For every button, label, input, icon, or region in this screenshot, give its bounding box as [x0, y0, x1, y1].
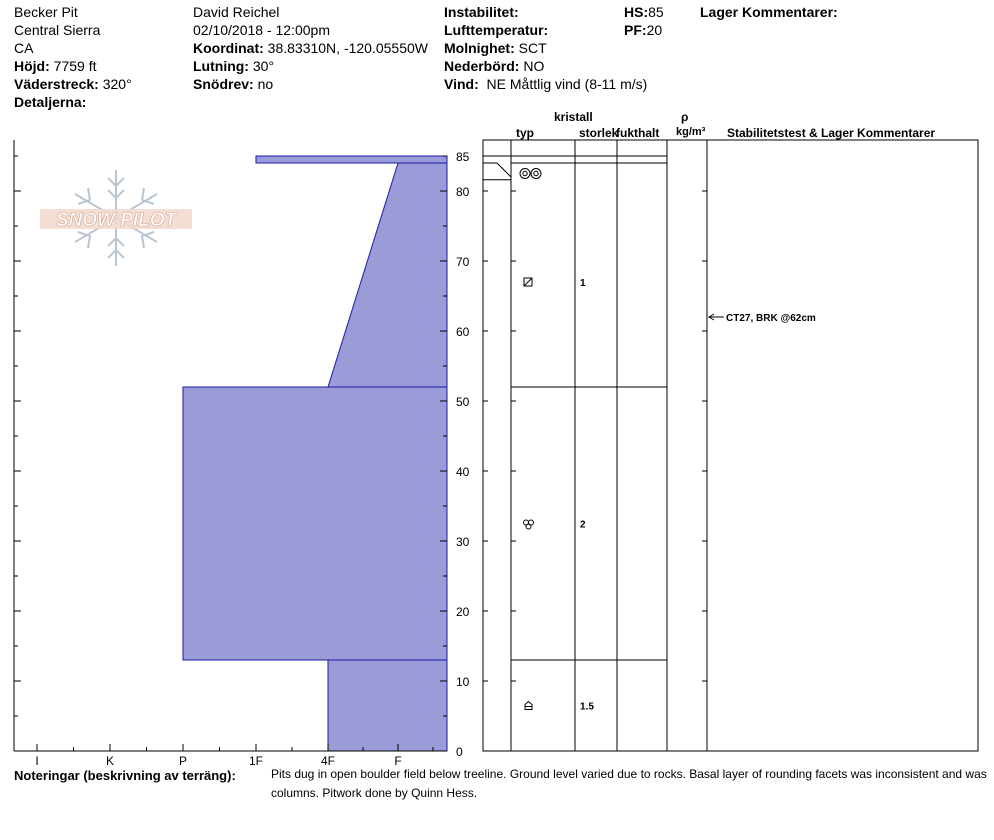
instability-label: Instabilitet: — [444, 4, 519, 20]
layer-size: 1 — [580, 278, 586, 289]
precip-value: NO — [523, 58, 545, 74]
aspect-label: Väderstreck: — [14, 76, 99, 92]
notes-line-2: columns. Pitwork done by Quinn Hess. — [271, 786, 478, 800]
details-label: Detaljerna: — [14, 94, 87, 110]
cloud-label: Molnighet: — [444, 40, 515, 56]
hs-value: 85 — [648, 4, 664, 20]
elevation-label: Höjd: — [14, 58, 50, 74]
drift-label: Snödrev: — [193, 76, 254, 92]
rounding-grain-icon — [524, 520, 534, 529]
table-headers — [516, 110, 935, 140]
hs-label: HS: — [624, 4, 649, 20]
two-circles-icon — [520, 169, 541, 179]
wind-label: Vind: — [444, 76, 479, 92]
slope-value: 30° — [252, 58, 275, 74]
height-tick-label: 70 — [456, 255, 470, 269]
aspect-value: 320° — [102, 76, 132, 92]
observer: David Reichel — [193, 4, 280, 20]
height-tick-label: 40 — [456, 465, 470, 479]
hardness-tick-label: K — [105, 754, 115, 768]
coord-value: 38.83310N, -120.05550W — [267, 40, 428, 56]
height-tick-label: 30 — [456, 535, 470, 549]
table-depth-ticks — [483, 191, 707, 751]
cloud-value: SCT — [518, 40, 547, 56]
hardness-tick-label: I — [35, 754, 39, 768]
header-moisture: fukthalt — [616, 126, 660, 140]
header-rho: ρ — [681, 110, 689, 124]
height-tick-label: 50 — [456, 395, 470, 409]
height-tick-label: 0 — [456, 745, 463, 759]
height-tick-label: 85 — [456, 150, 470, 164]
snowpilot-logo-text: SNOW PILOT — [55, 210, 177, 231]
hardness-tick-label: 1F — [248, 754, 264, 768]
header-density-unit: kg/m³ — [676, 126, 706, 138]
wind-value: NE Måttlig vind (8-11 m/s) — [486, 76, 648, 92]
layer-size: 2 — [580, 519, 586, 531]
elevation-value: 7759 ft — [53, 58, 97, 74]
stability-tests — [709, 313, 816, 324]
slope-label: Lutning: — [193, 58, 249, 74]
notes-label: Noteringar (beskrivning av terräng): — [14, 768, 236, 783]
layer-rows — [520, 169, 594, 713]
height-tick-label: 10 — [456, 675, 470, 689]
airtemp-label: Lufttemperatur: — [444, 22, 549, 38]
coord-label: Koordinat: — [193, 40, 264, 56]
hardness-layer-2 — [328, 163, 447, 387]
pf-label: PF: — [624, 22, 647, 38]
state: CA — [14, 40, 34, 56]
layer-comments-text: Lager Kommentarer: — [700, 4, 838, 20]
square-facet-icon — [524, 278, 532, 286]
datetime: 02/10/2018 - 12:00pm — [193, 22, 330, 38]
precip-label: Nederbörd: — [444, 58, 520, 74]
hardness-layer-3 — [256, 156, 447, 163]
header-type: typ — [516, 126, 534, 140]
layer-size: 1.5 — [580, 701, 594, 713]
hardness-layer-1 — [183, 387, 447, 660]
notes-line-1: Pits dug in open boulder field below treeline. Ground level varied due to rocks. Basal layer of rounding facets was inconsistent and was — [271, 767, 987, 781]
region: Central Sierra — [14, 22, 101, 38]
snowpilot-logo — [40, 170, 192, 266]
stability-test-label: CT27, BRK @62cm — [726, 313, 816, 324]
header-stability: Stabilitetstest & Lager Kommentarer — [727, 126, 936, 140]
depth-hoar-icon — [525, 702, 532, 710]
hardness-tick-label: F — [394, 754, 402, 768]
hardness-tick-label: P — [178, 754, 188, 768]
hardness-layer-0 — [328, 660, 447, 751]
layer-connector — [497, 163, 511, 177]
hardness-profile — [183, 156, 447, 751]
pf-value: 20 — [646, 22, 663, 38]
drift-value: no — [257, 76, 274, 92]
header-crystal: kristall — [554, 110, 593, 124]
hardness-tick-label: 4F — [320, 754, 336, 768]
height-tick-label: 20 — [456, 605, 470, 619]
header-size: storlek — [579, 126, 619, 140]
layer-table — [483, 140, 978, 751]
pit-name: Becker Pit — [14, 4, 78, 20]
height-tick-label: 60 — [456, 325, 470, 339]
height-tick-label: 80 — [456, 185, 470, 199]
